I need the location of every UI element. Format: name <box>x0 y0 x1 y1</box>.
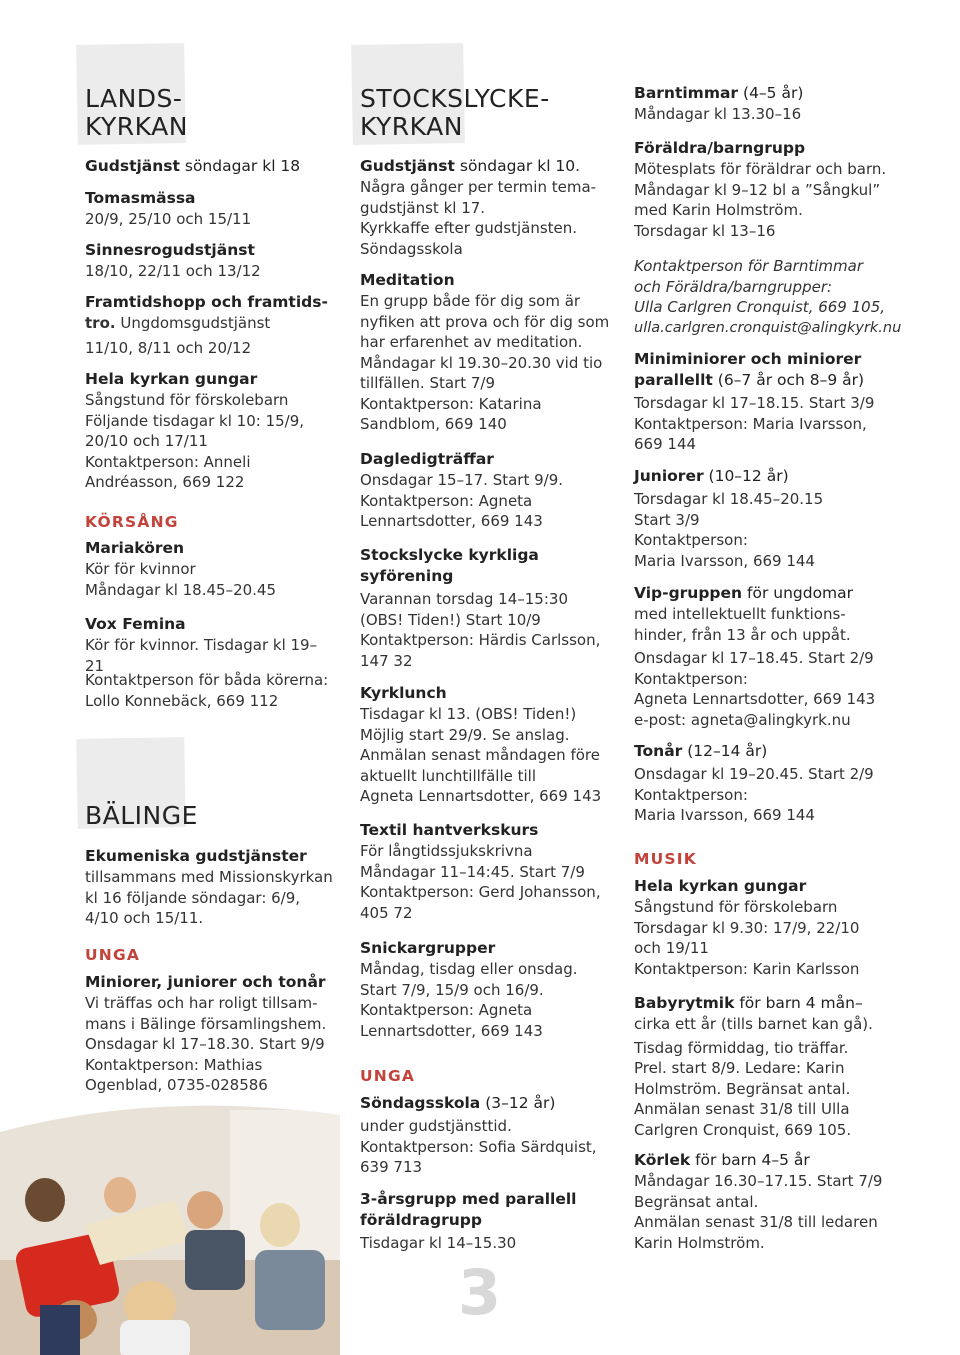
entry-title: Gudstjänst <box>360 157 455 175</box>
entry-title: Föräldra/barngrupp <box>634 139 806 157</box>
entry-detail: (12–14 år) <box>682 742 768 760</box>
entry-line: Onsdagar 15–17. Start 9/9. <box>360 471 564 489</box>
entry-title: Körlek <box>634 1151 691 1169</box>
entry-line: (OBS! Tiden!) Start 10/9 <box>360 610 541 629</box>
entry-snickargrupper <box>360 938 615 1041</box>
entry-line: gudstjänst kl 17. <box>360 198 486 217</box>
entry-line: Kontaktperson: <box>634 669 748 688</box>
entry-line: Kör för kvinnor. Tisdagar kl 19–21 <box>85 636 318 675</box>
entry-detail: för ungdomar <box>742 584 854 602</box>
entry-line: 18/10, 22/11 och 13/12 <box>85 262 261 280</box>
entry-line: under gudstjänsttid. <box>360 1117 512 1135</box>
entry-kyrklunch <box>360 683 615 807</box>
entry-title: Mariakören <box>85 539 185 557</box>
entry-detail: söndagar kl 18 <box>179 157 301 175</box>
entry-line: Maria Ivarsson, 669 144 <box>634 551 815 570</box>
entry-barntimmar <box>634 83 934 125</box>
entry-textil-hantverkskurs <box>360 820 615 923</box>
children-playing-photo <box>0 1090 340 1355</box>
entry-line: mans i Bälinge församlingshem. <box>85 1014 327 1033</box>
entry-title: Dagledigträffar <box>360 450 494 468</box>
entry-hela-kyrkan-gungar <box>634 876 934 979</box>
entry-line: och Föräldra/barngrupper: <box>634 277 833 296</box>
section-heading-unga: UNGA <box>360 1067 416 1085</box>
entry-sondagsskola <box>360 1093 615 1178</box>
entry-title: Ekumeniska gudstjänster <box>85 847 307 865</box>
heading-line-1: LANDS- <box>85 84 183 113</box>
entry-line: 147 32 <box>360 651 413 670</box>
entry-line: Varannan torsdag 14–15:30 <box>360 590 568 608</box>
heading-balinge <box>85 802 198 830</box>
entry-line: Kontaktperson: Gerd Johansson, <box>360 883 601 901</box>
entry-title-cont: parallellt <box>634 371 713 389</box>
entry-sinnesrogudstjanst <box>85 240 335 282</box>
heading-landskyrkan <box>85 85 188 141</box>
entry-title: Sinnesrogudstjänst <box>85 241 255 259</box>
entry-detail: för barn 4–5 år <box>690 1151 810 1169</box>
entry-detail: Ungdomsgudstjänst <box>115 314 271 332</box>
entry-3-arsgrupp <box>360 1189 615 1254</box>
entry-line: 11/10, 8/11 och 20/12 <box>85 338 252 357</box>
entry-title: Gudstjänst <box>85 157 180 175</box>
entry-line: Kontaktperson: Sofia Särdquist, <box>360 1137 597 1156</box>
page-number: 3 <box>458 1256 502 1329</box>
entry-line: Följande tisdagar kl 10: 15/9, <box>85 411 305 430</box>
section-heading-unga: UNGA <box>85 946 141 964</box>
entry-title: Framtidshopp och framtids- <box>85 293 328 311</box>
entry-title: Textil hantverkskurs <box>360 821 539 839</box>
section-heading-musik: MUSIK <box>634 850 697 868</box>
entry-title: Söndagsskola <box>360 1094 481 1112</box>
entry-title: Meditation <box>360 271 455 289</box>
heading-line-2: KYRKAN <box>85 112 188 141</box>
entry-gudstjanst <box>360 156 615 259</box>
entry-juniorer <box>634 466 934 571</box>
entry-line: Kontaktperson: Maria Ivarsson, <box>634 414 867 433</box>
entry-meditation <box>360 270 615 435</box>
entry-title: Vip-gruppen <box>634 584 743 602</box>
entry-line: 669 144 <box>634 435 697 453</box>
entry-line: Onsdagar kl 17–18.45. Start 2/9 <box>634 649 874 667</box>
entry-line: Tisdagar kl 13. (OBS! Tiden!) <box>360 705 577 723</box>
entry-title: Babyrytmik <box>634 994 735 1012</box>
entry-korlek <box>634 1150 934 1253</box>
entry-line: Anmälan senast 31/8 till ledaren <box>634 1213 878 1231</box>
entry-line: Start 7/9, 15/9 och 16/9. <box>360 980 544 999</box>
entry-line: Onsdagar kl 17–18.30. Start 9/9 <box>85 1035 325 1053</box>
entry-title: Juniorer <box>634 467 704 485</box>
heading-line-1: BÄLINGE <box>85 801 198 830</box>
entry-line: Söndagsskola <box>360 239 463 258</box>
entry-title: Hela kyrkan gungar <box>85 370 258 388</box>
entry-line: Karin Holmström. <box>634 1233 765 1252</box>
entry-line: Några gånger per termin tema- <box>360 178 597 196</box>
entry-line: Måndagar 16.30–17.15. Start 7/9 <box>634 1172 883 1190</box>
entry-line: Torsdagar kl 18.45–20.15 <box>634 490 824 508</box>
entry-line: Mötesplats för föräldrar och barn. <box>634 160 887 178</box>
entry-line: har erfarenhet av meditation. <box>360 333 583 351</box>
entry-line: Kontaktperson: Mathias <box>85 1055 263 1074</box>
entry-line: Ulla Carlgren Cronquist, 669 105, <box>634 298 886 316</box>
entry-kontakt-korer <box>85 670 335 711</box>
entry-line: Torsdagar kl 17–18.15. Start 3/9 <box>634 394 875 412</box>
entry-line: För långtidssjukskrivna <box>360 842 533 860</box>
heading-line-2: KYRKAN <box>360 112 463 141</box>
entry-line: nyfiken att prova och för dig som <box>360 312 610 331</box>
entry-title: Tonår <box>634 742 683 760</box>
entry-detail: (4–5 år) <box>738 84 804 102</box>
section-heading-korsang: KÖRSÅNG <box>85 513 179 531</box>
entry-title: Miniorer, juniorer och tonår <box>85 973 326 991</box>
entry-detail: för barn 4 mån– <box>734 994 863 1012</box>
entry-line: Vi träffas och har roligt tillsam- <box>85 994 318 1012</box>
entry-title-cont: föräldragrupp <box>360 1211 482 1229</box>
entry-line: Sandblom, 669 140 <box>360 415 507 433</box>
entry-vox-femina <box>85 614 335 676</box>
entry-title-cont: syförening <box>360 567 454 585</box>
entry-miniminiorer <box>634 349 934 455</box>
entry-line: 405 72 <box>360 903 413 922</box>
entry-title: Tomasmässa <box>85 189 196 207</box>
entry-detail: söndagar kl 10. <box>454 157 581 175</box>
entry-line: tillsammans med Missionskyrkan <box>85 868 333 886</box>
entry-mariakoren <box>85 538 335 600</box>
entry-line: Andréasson, 669 122 <box>85 473 245 491</box>
entry-line: Lennartsdotter, 669 143 <box>360 512 543 530</box>
entry-line: hinder, från 13 år och uppåt. <box>634 625 851 644</box>
entry-line: Möjlig start 29/9. Se anslag. <box>360 725 570 744</box>
entry-title: Vox Femina <box>85 615 186 633</box>
heading-stockslyckekyrkan <box>360 85 550 141</box>
entry-line: Torsdagar kl 13–16 <box>634 221 776 240</box>
entry-line: Agneta Lennartsdotter, 669 143 <box>360 787 602 805</box>
entry-line: Kontaktperson för Barntimmar <box>634 257 863 275</box>
entry-line: Kontaktperson: Härdis Carlsson, <box>360 631 601 649</box>
entry-line: Lollo Konnebäck, 669 112 <box>85 691 279 710</box>
entry-title: Stockslycke kyrkliga <box>360 546 539 564</box>
entry-title-cont: tro. <box>85 314 116 332</box>
entry-line: Kontaktperson: Anneli <box>85 452 251 471</box>
entry-line: Begränsat antal. <box>634 1192 759 1211</box>
entry-line: Måndagar kl 9–12 bl a ”Sångkul” <box>634 180 881 199</box>
entry-line: 639 713 <box>360 1158 423 1176</box>
entry-line: med Karin Holmström. <box>634 201 803 219</box>
entry-vip-gruppen <box>634 583 934 730</box>
entry-line: Lennartsdotter, 669 143 <box>360 1021 543 1040</box>
entry-syforening <box>360 545 615 671</box>
entry-tomasmassa <box>85 188 335 230</box>
entry-line: aktuellt lunchtillfälle till <box>360 766 536 785</box>
entry-line: Holmström. Begränsat antal. <box>634 1079 851 1098</box>
entry-detail: (10–12 år) <box>703 467 789 485</box>
entry-detail: (3–12 år) <box>480 1094 556 1112</box>
entry-line: Måndagar 11–14:45. Start 7/9 <box>360 862 585 881</box>
entry-line: Kontaktperson: Agneta <box>360 491 533 510</box>
entry-line: Agneta Lennartsdotter, 669 143 <box>634 690 876 708</box>
entry-line: Kyrkkaffe efter gudstjänsten. <box>360 219 578 237</box>
entry-line: Ogenblad, 0735-028586 <box>85 1076 268 1094</box>
entry-line: Måndagar kl 19.30–20.30 vid tio <box>360 353 603 372</box>
entry-line: kl 16 följande söndagar: 6/9, <box>85 888 301 907</box>
entry-title: Kyrklunch <box>360 684 447 702</box>
entry-line: e-post: agneta@alingkyrk.nu <box>634 710 851 729</box>
entry-line: 20/10 och 17/11 <box>85 432 208 450</box>
entry-line: Kontaktperson för båda körerna: <box>85 671 329 689</box>
entry-line: Kontaktperson: <box>634 785 748 804</box>
entry-line: med intellektuellt funktions- <box>634 605 846 623</box>
entry-line: Tisdag förmiddag, tio träffar. <box>634 1038 849 1057</box>
heading-line-1: STOCKSLYCKE- <box>360 84 550 113</box>
entry-title: Barntimmar <box>634 84 739 102</box>
entry-hela-kyrkan-gungar <box>85 369 335 493</box>
entry-line: Kontaktperson: Katarina <box>360 394 542 413</box>
entry-foraldra-barngrupp <box>634 138 934 241</box>
entry-line: Kontaktperson: Agneta <box>360 1001 533 1019</box>
entry-line: Kontaktperson: Karin Karlsson <box>634 959 860 978</box>
entry-dagledigtraffar <box>360 449 615 532</box>
entry-line: En grupp både för dig som är <box>360 292 581 310</box>
entry-title: Hela kyrkan gungar <box>634 877 807 895</box>
entry-line: 20/9, 25/10 och 15/11 <box>85 210 252 228</box>
entry-tonar <box>634 741 934 826</box>
entry-line: Prel. start 8/9. Ledare: Karin <box>634 1059 845 1077</box>
entry-line: Start 3/9 <box>634 510 700 529</box>
entry-gudstjanst <box>85 156 335 177</box>
entry-framtidshopp <box>85 292 335 358</box>
entry-line: Sångstund för förskolebarn <box>85 391 289 409</box>
entry-line: Måndagar kl 18.45–20.45 <box>85 580 277 599</box>
entry-line: 4/10 och 15/11. <box>85 909 204 927</box>
entry-line: Anmälan senast 31/8 till Ulla <box>634 1100 850 1118</box>
entry-line: Maria Ivarsson, 669 144 <box>634 806 815 824</box>
entry-detail: (6–7 år och 8–9 år) <box>712 371 865 389</box>
entry-line: tillfällen. Start 7/9 <box>360 374 496 392</box>
entry-line: Onsdagar kl 19–20.45. Start 2/9 <box>634 765 874 783</box>
entry-line: Kontaktperson: <box>634 531 748 549</box>
entry-title: 3-årsgrupp med parallell <box>360 1190 577 1208</box>
entry-ekumeniska <box>85 846 335 929</box>
entry-line: Carlgren Cronquist, 669 105. <box>634 1120 852 1139</box>
entry-line: Kör för kvinnor <box>85 560 196 578</box>
entry-line: och 19/11 <box>634 939 709 957</box>
entry-title: Miniminiorer och miniorer <box>634 350 862 368</box>
entry-line: Tisdagar kl 14–15.30 <box>360 1234 517 1252</box>
entry-line: Sångstund för förskolebarn <box>634 898 838 916</box>
entry-line: Måndag, tisdag eller onsdag. <box>360 960 578 978</box>
entry-title: Snickargrupper <box>360 939 496 957</box>
entry-miniorer <box>85 972 335 1096</box>
entry-line: Anmälan senast måndagen före <box>360 746 600 764</box>
entry-line: Torsdagar kl 9.30: 17/9, 22/10 <box>634 918 860 937</box>
entry-babyrytmik <box>634 993 934 1140</box>
entry-line: Måndagar kl 13.30–16 <box>634 105 802 123</box>
entry-line: ulla.carlgren.cronquist@alingkyrk.nu <box>634 319 902 336</box>
entry-line: cirka ett år (tills barnet kan gå). <box>634 1015 873 1033</box>
entry-kontakt-barntimmar <box>634 256 934 338</box>
